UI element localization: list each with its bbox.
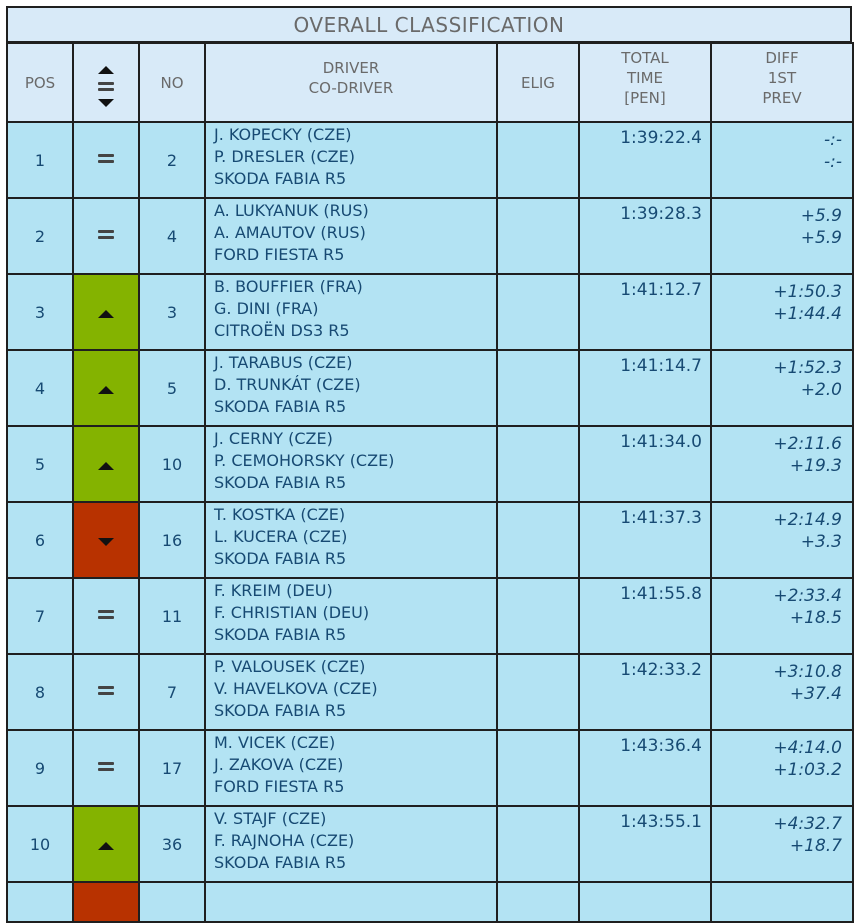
car-model: SKODA FABIA R5 [214, 701, 347, 720]
total-time-cell: 1:39:28.3 [579, 198, 711, 274]
car-model: SKODA FABIA R5 [214, 625, 347, 644]
car-number-cell: 36 [139, 806, 205, 882]
diff-prev: +18.5 [789, 608, 842, 628]
col-header-driver-line2: CO-DRIVER [308, 79, 394, 97]
driver-name: P. VALOUSEK (CZE) [214, 657, 366, 676]
codriver-name: P. CEMOHORSKY (CZE) [214, 451, 395, 470]
diff-prev: +1:44.4 [773, 304, 842, 324]
col-header-driver[interactable] [205, 43, 497, 122]
position-cell: 1 [7, 122, 73, 198]
diff-prev: -:- [824, 152, 842, 172]
empty-cell [497, 882, 579, 922]
position-same-icon [98, 607, 114, 622]
driver-name: J. TARABUS (CZE) [214, 353, 353, 372]
diff-first: +5.9 [800, 206, 842, 226]
crew-cell [205, 502, 497, 578]
crew-cell [205, 806, 497, 882]
crew-cell [205, 730, 497, 806]
car-model: SKODA FABIA R5 [214, 853, 347, 872]
elig-cell [497, 274, 579, 350]
header-row [7, 43, 853, 122]
trend-cell [73, 806, 139, 882]
elig-cell [497, 350, 579, 426]
codriver-name: J. ZAKOVA (CZE) [214, 755, 344, 774]
position-up-icon [98, 462, 114, 470]
position-cell: 10 [7, 806, 73, 882]
codriver-name: V. HAVELKOVA (CZE) [214, 679, 378, 698]
trend-cell [73, 426, 139, 502]
col-header-diff-line2: 1ST [767, 69, 797, 87]
diff-cell [711, 122, 853, 198]
trend-cell [73, 198, 139, 274]
diff-cell [711, 198, 853, 274]
empty-cell [139, 882, 205, 922]
position-up-icon [98, 310, 114, 318]
table-row[interactable] [7, 426, 853, 502]
col-header-trend[interactable] [73, 43, 139, 122]
table-row[interactable] [7, 350, 853, 426]
diff-cell [711, 350, 853, 426]
diff-first: +4:32.7 [773, 814, 842, 834]
trend-cell [73, 502, 139, 578]
trend-cell [73, 122, 139, 198]
driver-name: T. KOSTKA (CZE) [214, 505, 346, 524]
driver-name: A. LUKYANUK (RUS) [214, 201, 369, 220]
codriver-name: F. RAJNOHA (CZE) [214, 831, 355, 850]
trend-cell [73, 730, 139, 806]
col-header-diff[interactable] [711, 43, 853, 122]
col-header-time-line3: [PEN] [624, 89, 666, 107]
position-cell [7, 882, 73, 922]
table-row[interactable] [7, 578, 853, 654]
driver-name: J. KOPECKY (CZE) [214, 125, 352, 144]
table-row[interactable] [7, 882, 853, 922]
trend-sort-icon [98, 66, 114, 107]
classification-table [6, 42, 854, 923]
elig-cell [497, 198, 579, 274]
elig-cell [497, 654, 579, 730]
position-down-icon [98, 538, 114, 546]
table-row[interactable] [7, 654, 853, 730]
codriver-name: P. DRESLER (CZE) [214, 147, 355, 166]
car-number-cell: 10 [139, 426, 205, 502]
table-row[interactable] [7, 122, 853, 198]
position-up-icon [98, 842, 114, 850]
car-number-cell: 4 [139, 198, 205, 274]
diff-first: +3:10.8 [773, 662, 842, 682]
diff-first: +4:14.0 [773, 738, 842, 758]
col-header-diff-line3: PREV [762, 89, 802, 107]
car-model: SKODA FABIA R5 [214, 473, 347, 492]
car-number-cell: 11 [139, 578, 205, 654]
trend-cell [73, 654, 139, 730]
car-model: SKODA FABIA R5 [214, 549, 347, 568]
elig-cell [497, 122, 579, 198]
position-cell: 7 [7, 578, 73, 654]
col-header-time-line2: TIME [626, 69, 663, 87]
table-row[interactable] [7, 730, 853, 806]
position-cell: 8 [7, 654, 73, 730]
classification-panel [6, 6, 852, 923]
crew-cell [205, 350, 497, 426]
driver-name: B. BOUFFIER (FRA) [214, 277, 363, 296]
col-header-no[interactable]: NO [139, 43, 205, 122]
total-time-cell: 1:41:37.3 [579, 502, 711, 578]
driver-name: F. KREIM (DEU) [214, 581, 333, 600]
crew-cell [205, 274, 497, 350]
elig-cell [497, 426, 579, 502]
diff-first: +2:11.6 [773, 434, 842, 454]
diff-first: +2:33.4 [773, 586, 842, 606]
elig-cell [497, 806, 579, 882]
car-number-cell: 17 [139, 730, 205, 806]
crew-cell [205, 426, 497, 502]
diff-prev: +5.9 [800, 228, 842, 248]
car-model: FORD FIESTA R5 [214, 777, 345, 796]
diff-first: -:- [824, 130, 842, 150]
total-time-cell: 1:41:55.8 [579, 578, 711, 654]
elig-cell [497, 730, 579, 806]
position-cell: 4 [7, 350, 73, 426]
total-time-cell: 1:41:12.7 [579, 274, 711, 350]
diff-cell [711, 730, 853, 806]
total-time-cell: 1:39:22.4 [579, 122, 711, 198]
driver-name: M. VICEK (CZE) [214, 733, 336, 752]
trend-cell [73, 882, 139, 922]
diff-prev: +19.3 [789, 456, 842, 476]
crew-cell [205, 198, 497, 274]
diff-first: +2:14.9 [773, 510, 842, 530]
diff-cell [711, 502, 853, 578]
elig-cell [497, 578, 579, 654]
driver-name: J. CERNY (CZE) [214, 429, 333, 448]
diff-prev: +18.7 [789, 836, 842, 856]
car-model: FORD FIESTA R5 [214, 245, 345, 264]
empty-cell [579, 882, 711, 922]
diff-first: +1:52.3 [773, 358, 842, 378]
codriver-name: L. KUCERA (CZE) [214, 527, 348, 546]
position-cell: 2 [7, 198, 73, 274]
position-same-icon [98, 151, 114, 166]
trend-cell [73, 274, 139, 350]
codriver-name: D. TRUNKÁT (CZE) [214, 375, 361, 394]
trend-cell [73, 578, 139, 654]
position-cell: 6 [7, 502, 73, 578]
trend-cell [73, 350, 139, 426]
codriver-name: G. DINI (FRA) [214, 299, 319, 318]
elig-cell [497, 502, 579, 578]
page-title: OVERALL CLASSIFICATION [6, 6, 852, 42]
table-row[interactable] [7, 806, 853, 882]
col-header-driver-line1: DRIVER [322, 59, 380, 77]
empty-cell [711, 882, 853, 922]
total-time-cell: 1:41:34.0 [579, 426, 711, 502]
car-number-cell: 7 [139, 654, 205, 730]
crew-cell [205, 578, 497, 654]
car-model: SKODA FABIA R5 [214, 169, 347, 188]
car-model: SKODA FABIA R5 [214, 397, 347, 416]
driver-name: V. STAJF (CZE) [214, 809, 327, 828]
diff-first: +1:50.3 [773, 282, 842, 302]
car-number-cell: 2 [139, 122, 205, 198]
diff-cell [711, 806, 853, 882]
col-header-pos[interactable]: POS [7, 43, 73, 122]
position-same-icon [98, 227, 114, 242]
col-header-time-line1: TOTAL [621, 49, 669, 67]
col-header-elig[interactable]: ELIG [497, 43, 579, 122]
car-number-cell: 5 [139, 350, 205, 426]
diff-cell [711, 578, 853, 654]
codriver-name: F. CHRISTIAN (DEU) [214, 603, 370, 622]
total-time-cell: 1:41:14.7 [579, 350, 711, 426]
car-number-cell: 16 [139, 502, 205, 578]
diff-cell [711, 274, 853, 350]
diff-prev: +37.4 [789, 684, 842, 704]
crew-cell [205, 654, 497, 730]
position-cell: 3 [7, 274, 73, 350]
diff-cell [711, 654, 853, 730]
diff-prev: +3.3 [800, 532, 842, 552]
table-body [7, 122, 853, 922]
position-cell: 9 [7, 730, 73, 806]
position-same-icon [98, 759, 114, 774]
empty-cell [205, 882, 497, 922]
diff-cell [711, 426, 853, 502]
col-header-time[interactable] [579, 43, 711, 122]
diff-prev: +1:03.2 [773, 760, 842, 780]
codriver-name: A. AMAUTOV (RUS) [214, 223, 366, 242]
table-row[interactable] [7, 502, 853, 578]
total-time-cell: 1:42:33.2 [579, 654, 711, 730]
car-number-cell: 3 [139, 274, 205, 350]
car-model: CITROËN DS3 R5 [214, 321, 350, 340]
table-row[interactable] [7, 274, 853, 350]
position-same-icon [98, 683, 114, 698]
crew-cell [205, 122, 497, 198]
total-time-cell: 1:43:55.1 [579, 806, 711, 882]
diff-prev: +2.0 [800, 380, 842, 400]
total-time-cell: 1:43:36.4 [579, 730, 711, 806]
position-cell: 5 [7, 426, 73, 502]
col-header-diff-line1: DIFF [765, 49, 799, 67]
table-row[interactable] [7, 198, 853, 274]
position-up-icon [98, 386, 114, 394]
